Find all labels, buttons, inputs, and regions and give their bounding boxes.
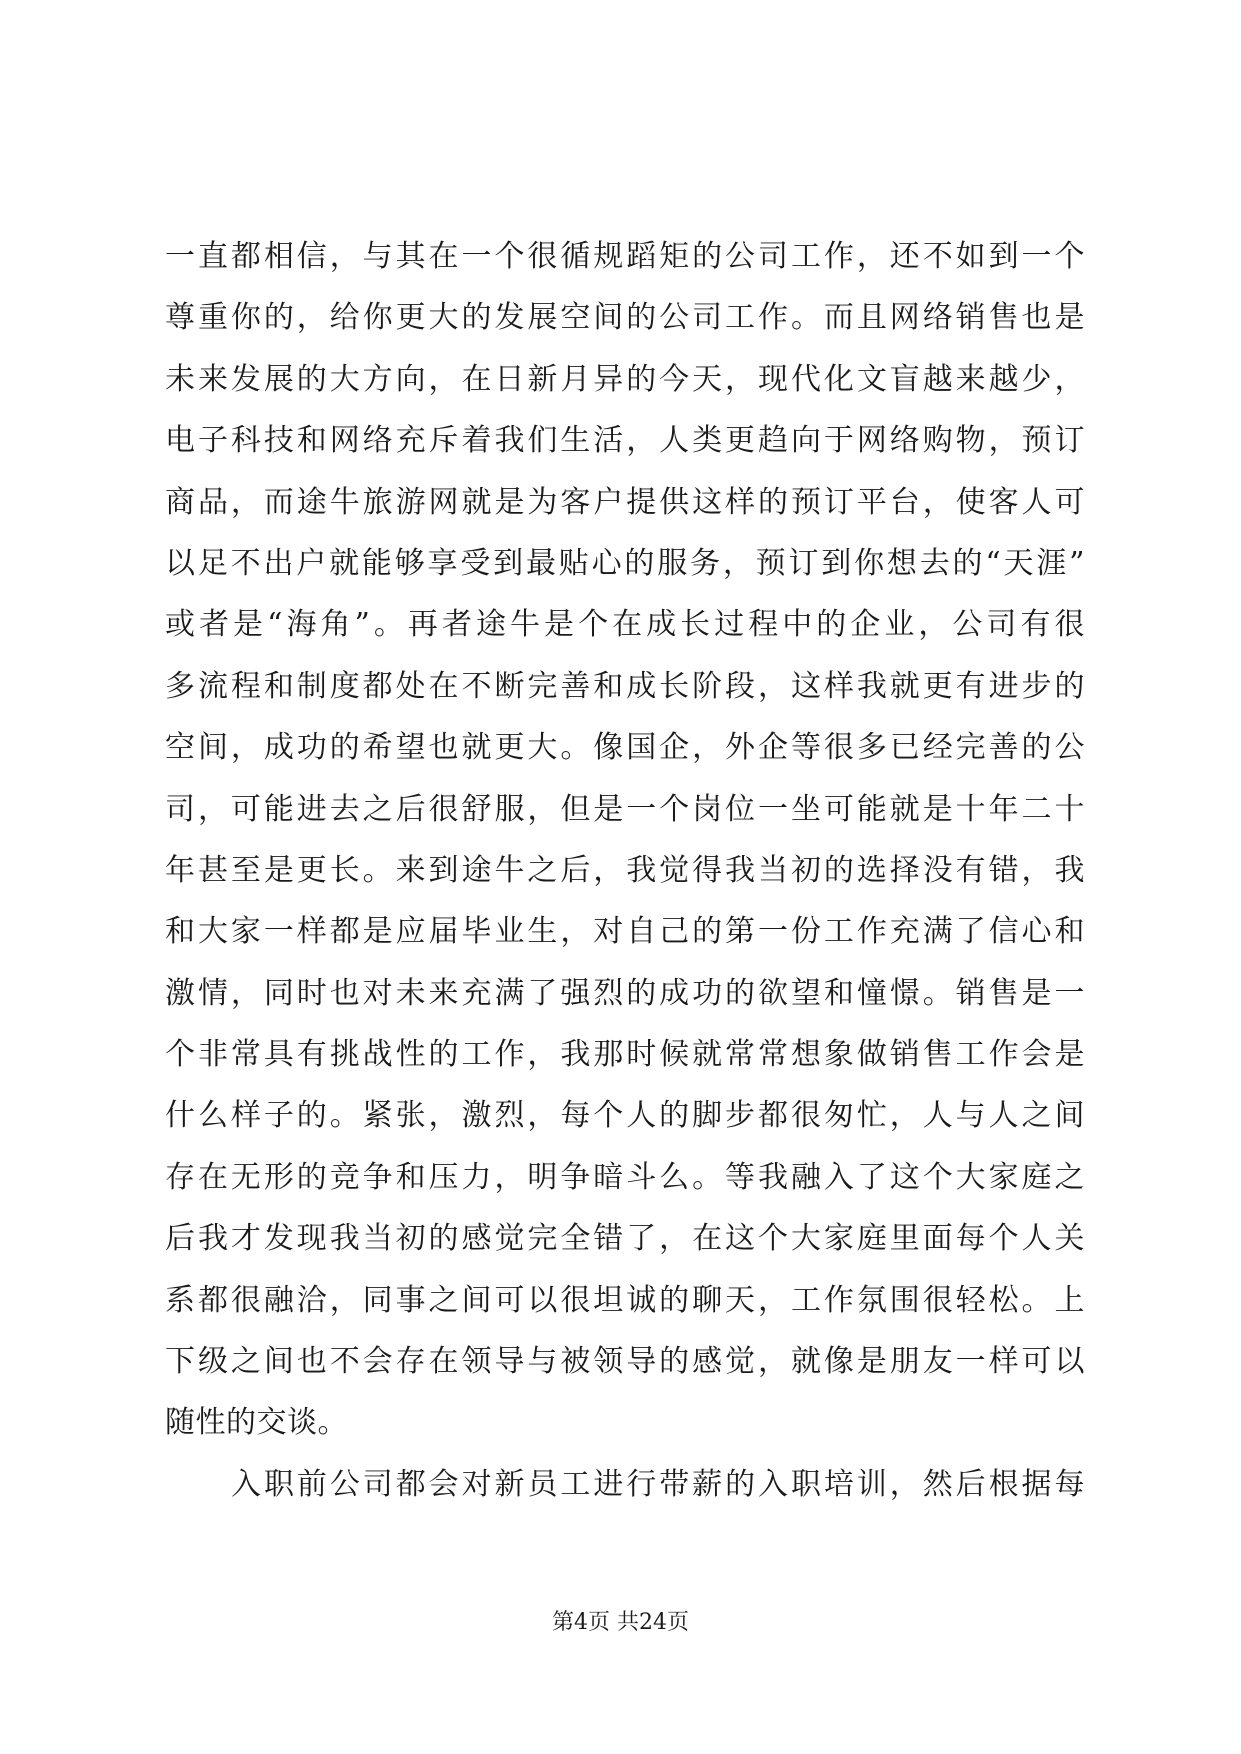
text-line: 商品，而途牛旅游网就是为客户提供这样的预订平台，使客人可 — [165, 484, 1085, 520]
text-line: 空间，成功的希望也就更大。像国企，外企等很多已经完善的公 — [165, 730, 1085, 766]
text-line: 激情，同时也对未来充满了强烈的成功的欲望和憧憬。销售是一 — [165, 975, 1085, 1011]
text-line: 一直都相信，与其在一个很循规蹈矩的公司工作，还不如到一个 — [165, 239, 1085, 274]
text-line: 个非常具有挑战性的工作，我那时候就常常想象做销售工作会是 — [165, 1037, 1085, 1073]
text-line: 未来发展的大方向，在日新月异的今天，现代化文盲越来越少， — [165, 361, 1085, 397]
text-line: 多流程和制度都处在不断完善和成长阶段，这样我就更有进步的 — [165, 668, 1085, 704]
body-text — [165, 226, 1085, 1515]
paragraph-start-line: 入职前公司都会对新员工进行带薪的入职培训，然后根据每 — [231, 1466, 1085, 1502]
text-line: 系都很融洽，同事之间可以很坦诚的聊天，工作氛围很轻松。上 — [165, 1282, 1085, 1318]
text-line: 和大家一样都是应届毕业生，对自己的第一份工作充满了信心和 — [165, 914, 1085, 950]
text-line: 下级之间也不会存在领导与被领导的感觉，就像是朋友一样可以 — [165, 1344, 1085, 1380]
text-line: 司，可能进去之后很舒服，但是一个岗位一坐可能就是十年二十 — [165, 791, 1085, 827]
text-line: 电子科技和网络充斥着我们生活，人类更趋向于网络购物，预订 — [165, 423, 1085, 459]
page-footer: 第4页 共24页 — [552, 1610, 689, 1635]
text-line: 存在无形的竞争和压力，明争暗斗么。等我融入了这个大家庭之 — [165, 1159, 1085, 1195]
text-line: 以足不出户就能够享受到最贴心的服务，预订到你想去的“天涯” — [165, 545, 1085, 581]
paragraph-end-line: 随性的交谈。 — [165, 1405, 348, 1441]
text-line: 或者是“海角”。再者途牛是个在成长过程中的企业，公司有很 — [165, 607, 1085, 643]
text-line: 后我才发现我当初的感觉完全错了，在这个大家庭里面每个人关 — [165, 1221, 1085, 1257]
text-line: 年甚至是更长。来到途牛之后，我觉得我当初的选择没有错，我 — [165, 852, 1085, 888]
text-line: 什么样子的。紧张，激烈，每个人的脚步都很匆忙，人与人之间 — [165, 1098, 1085, 1134]
text-line: 尊重你的，给你更大的发展空间的公司工作。而且网络销售也是 — [165, 300, 1085, 336]
